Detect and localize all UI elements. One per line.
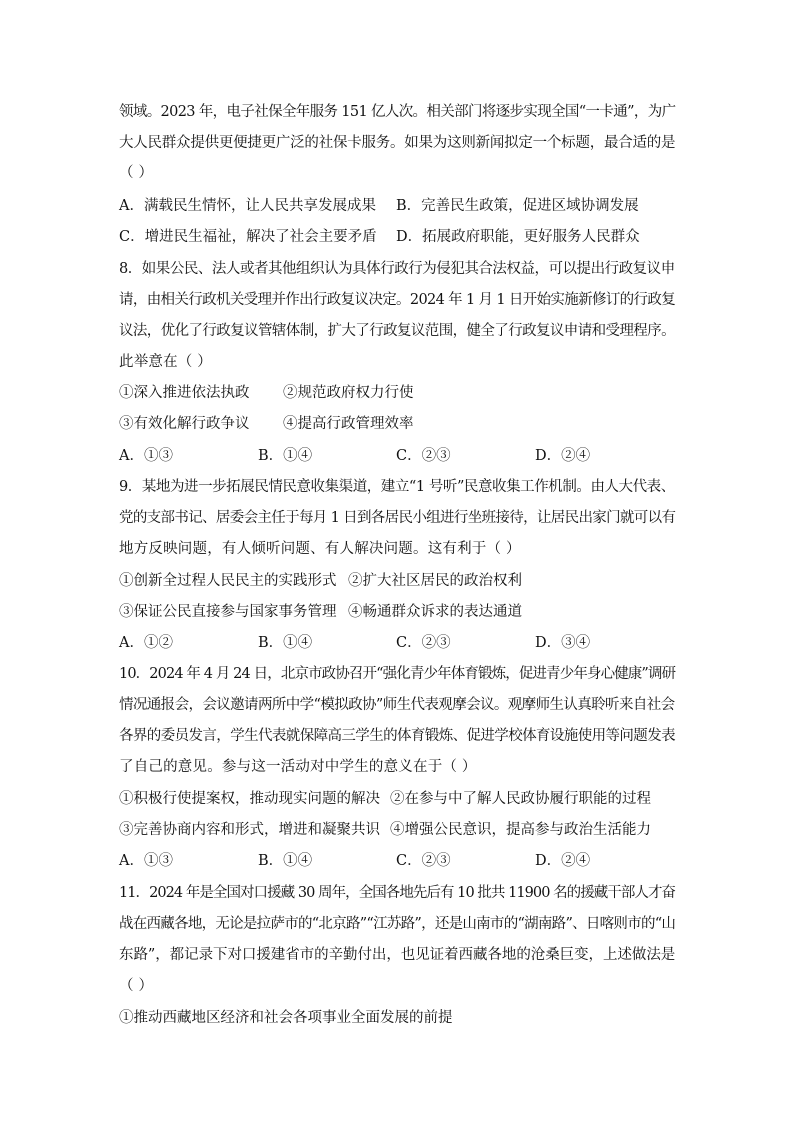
q10-line-3: 各界的委员发言，学生代表就保障高三学生的体育锻炼、促进学校体育设施使用等问题发表: [119, 728, 675, 744]
q10-option-b: B．①④: [258, 853, 313, 869]
q10-statement-4: ④增强公民意识，提高参与政治生活能力: [390, 822, 651, 838]
q9-line-1: 9．某地为进一步拓展民情民意收集渠道，建立“1 号听”民意收集工作机制。由人大代表、: [119, 479, 675, 495]
q9-line-2: 党的支部书记、居委会主任于每月 1 日到各居民小组进行坐班接待，让居民出家门就可以有: [119, 510, 676, 526]
q10-statement-1: ①积极行使提案权，推动现实问题的解决: [119, 791, 380, 807]
q11-line-2: 战在西藏各地，无论是拉萨市的“北京路”“江苏路”，还是山南市的“湖南路”、日喀则市的“山: [119, 916, 676, 932]
q7-option-a: A．满载民生情怀，让人民共享发展成果: [119, 198, 376, 214]
q8-option-c: C．②③: [396, 448, 451, 464]
q7-option-d: D．拓展政府职能，更好服务人民群众: [396, 229, 640, 245]
q11-line-1: 11．2024 年是全国对口援藏 30 周年，全国各地先后有 10 批共 11900 名的援藏干部人才奋: [119, 885, 676, 901]
q7-line-3: （ ）: [119, 165, 154, 181]
q11-statement-1: ①推动西藏地区经济和社会各项事业全面发展的前提: [119, 1010, 453, 1026]
q7-option-b: B．完善民生政策，促进区域协调发展: [396, 198, 639, 214]
q10-line-1: 10．2024 年 4 月 24 日，北京市政协召开“强化青少年体育锻炼，促进青少年身心健康”调研: [119, 666, 676, 682]
q8-statement-2: ②规范政府权力行使: [283, 385, 414, 401]
q8-statement-4: ④提高行政管理效率: [283, 416, 414, 432]
q9-statement-1: ①创新全过程人民民主的实践形式: [119, 573, 337, 589]
q9-statement-4: ④畅通群众诉求的表达通道: [348, 604, 522, 620]
q9-statement-3: ③保证公民直接参与国家事务管理: [119, 604, 337, 620]
q7-option-c: C．增进民生福祉，解决了社会主要矛盾: [119, 229, 377, 245]
q7-line-2: 大人民群众提供更便捷更广泛的社保卡服务。如果为这则新闻拟定一个标题，最合适的是: [119, 135, 676, 151]
q8-option-d: D．②④: [535, 448, 591, 464]
q10-statement-2: ②在参与中了解人民政协履行职能的过程: [390, 791, 651, 807]
q10-option-c: C．②③: [396, 853, 451, 869]
q9-statement-2: ②扩大社区居民的政治权利: [348, 573, 522, 589]
q8-line-3: 议法，优化了行政复议管辖体制，扩大了行政复议范围，健全了行政复议申请和受理程序。: [119, 323, 675, 339]
q9-line-3: 地方反映问题，有人倾听问题、有人解决问题。这有利于（ ）: [119, 541, 521, 557]
q9-option-b: B．①④: [258, 635, 313, 651]
q10-statement-3: ③完善协商内容和形式，增进和凝聚共识: [119, 822, 380, 838]
q10-option-d: D．②④: [535, 853, 591, 869]
q8-line-1: 8．如果公民、法人或者其他组织认为具体行政行为侵犯其合法权益，可以提出行政复议申: [119, 261, 675, 277]
q9-option-a: A．①②: [119, 635, 173, 651]
q10-option-a: A．①③: [119, 853, 173, 869]
q9-option-d: D．③④: [535, 635, 591, 651]
q10-line-4: 了自己的意见。参与这一活动对中学生的意义在于（ ）: [119, 759, 477, 775]
q8-option-b: B．①④: [258, 448, 313, 464]
q11-line-3: 东路”，都记录下对口援建省市的辛勤付出，也见证着西藏各地的沧桑巨变，上述做法是: [119, 947, 676, 963]
q8-line-4: 此举意在（ ）: [119, 354, 213, 370]
q7-line-1: 领域。2023 年，电子社保全年服务 151 亿人次。相关部门将逐步实现全国“一卡通”，为广: [119, 104, 676, 120]
q10-line-2: 情况通报会，会议邀请两所中学“模拟政协”师生代表观摩会议。观摩师生认真聆听来自社会: [119, 697, 675, 713]
q8-option-a: A．①③: [119, 448, 173, 464]
q8-statement-1: ①深入推进依法执政: [119, 385, 250, 401]
q9-option-c: C．②③: [396, 635, 451, 651]
q8-statement-3: ③有效化解行政争议: [119, 416, 250, 432]
q8-line-2: 请，由相关行政机关受理并作出行政复议决定。2024 年 1 月 1 日开始实施新修订的行政复: [119, 292, 676, 308]
q11-line-4: （ ）: [119, 978, 154, 994]
